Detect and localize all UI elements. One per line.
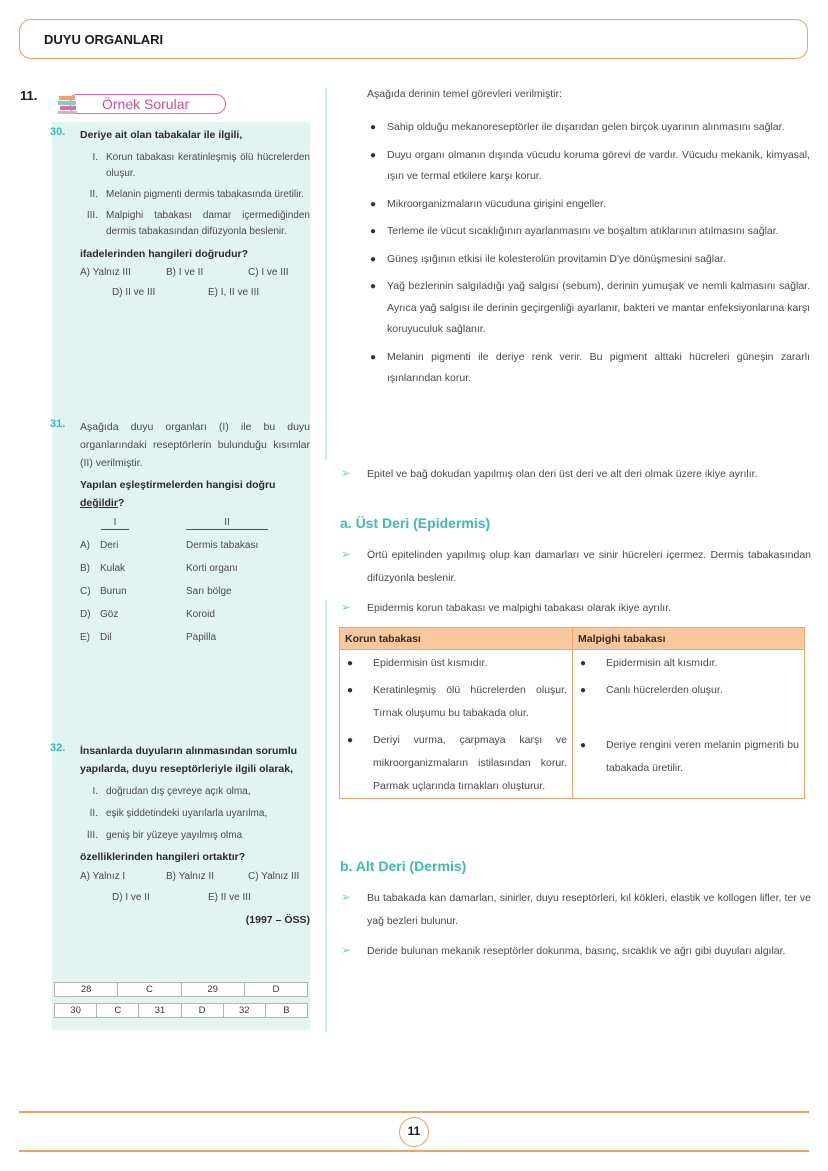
list-item: ● Epidermisin üst kısmıdır. bbox=[345, 652, 567, 675]
skin-functions-list bbox=[370, 117, 810, 396]
statement: III. Malpighi tabakası damar içermediğinden dermis tabakasından difüzyonla beslenir. bbox=[86, 210, 310, 237]
option-d[interactable]: D) I ve II bbox=[112, 892, 150, 903]
answer-cell: 32 bbox=[224, 1004, 266, 1017]
bullet-icon: ● bbox=[580, 658, 587, 669]
korun-cell bbox=[340, 650, 573, 799]
section-number: 11. bbox=[20, 88, 38, 103]
example-questions-panel bbox=[52, 122, 310, 1030]
match-option-e[interactable]: E) Dil Papilla bbox=[80, 632, 217, 643]
answer-key-row bbox=[54, 1003, 308, 1018]
option-d[interactable]: D) II ve III bbox=[112, 287, 156, 298]
footer-rule-top bbox=[19, 1111, 809, 1113]
option-b[interactable]: B) I ve II bbox=[166, 267, 204, 278]
question-stem: Aşağıda duyu organları (I) ile bu duyu organlarındaki reseptörlerin bulunduğu kısımlar (II) verilmiştir. bbox=[80, 421, 310, 469]
column-divider bbox=[325, 600, 327, 1032]
question-32 bbox=[52, 742, 310, 926]
arrow-icon: ➢ bbox=[341, 547, 352, 561]
option-c[interactable]: C) Yalnız III bbox=[248, 871, 300, 882]
section-heading-epidermis: a. Üst Deri (Epidermis) bbox=[340, 515, 491, 531]
column-divider bbox=[325, 88, 327, 460]
answer-cell: C bbox=[118, 983, 181, 996]
intro-text: Aşağıda derinin temel görevleri verilmiştir: bbox=[367, 88, 562, 100]
match-option-d[interactable]: D) Göz Koroid bbox=[80, 609, 215, 620]
match-option-b[interactable]: B) Kulak Korti organı bbox=[80, 563, 238, 574]
options-row bbox=[80, 263, 310, 283]
bullet-icon: ● bbox=[347, 735, 354, 746]
answer-key bbox=[54, 982, 308, 1024]
answer-cell: C bbox=[97, 1004, 139, 1017]
column-i-header: I bbox=[101, 516, 129, 530]
statement: I. doğrudan dış çevreye açık olma, bbox=[92, 786, 251, 797]
answer-cell: 28 bbox=[55, 983, 118, 996]
statement: II. eşik şiddetindeki uyarılarla uyarılma, bbox=[89, 808, 268, 819]
note-item: ➢ Epidermis korun tabakası ve malpighi tabakası olarak ikiye ayrılır. bbox=[341, 597, 811, 620]
question-30 bbox=[52, 126, 310, 303]
bullet-icon: ● bbox=[370, 149, 377, 161]
bullet-icon: ● bbox=[347, 658, 354, 669]
question-stem: İnsanlarda duyuların alınmasından sorumlu yapılarda, duyu reseptörleriyle ilgili olarak, bbox=[80, 745, 298, 775]
option-c[interactable]: C) I ve III bbox=[248, 267, 289, 278]
list-item: ● Epidermisin alt kısmıdır. bbox=[578, 652, 799, 675]
epidermis-layers-table bbox=[339, 627, 805, 799]
chapter-title: DUYU ORGANLARI bbox=[44, 32, 164, 47]
options-row bbox=[80, 866, 310, 888]
statement: II. Melanin pigmenti dermis tabakasında üretilir. bbox=[89, 189, 304, 200]
malpighi-cell bbox=[573, 650, 805, 799]
bullet-icon: ● bbox=[580, 740, 587, 751]
list-item: ● Keratinleşmiş ölü hücrelerden oluşur. Tırnak oluşumu bu tabakada olur. bbox=[345, 679, 567, 725]
statement: III. geniş bir yüzeye yayılmış olma bbox=[86, 830, 243, 841]
note-item: ➢ Epitel ve bağ dokudan yapılmış olan deri üst deri ve alt deri olmak üzere ikiye ayrılır. bbox=[341, 463, 811, 486]
question-stem: Deriye ait olan tabakalar ile ilgili, bbox=[80, 129, 243, 141]
answer-cell: 29 bbox=[182, 983, 245, 996]
books-icon bbox=[56, 93, 82, 115]
section-heading-dermis: b. Alt Deri (Dermis) bbox=[340, 858, 467, 874]
match-option-c[interactable]: C) Burun Sarı bölge bbox=[80, 586, 232, 597]
answer-cell: D bbox=[182, 1004, 224, 1017]
list-item: ● Deriyi vurma, çarpmaya karşı ve mikroorganizmaların istilasından korur. Parmak uçlarında tırnakları oluşturur. bbox=[345, 729, 567, 798]
ornek-sorular-badge bbox=[56, 93, 226, 115]
list-item: ● Canlı hücrelerden oluşur. bbox=[578, 679, 799, 702]
footer-rule-bottom bbox=[19, 1150, 809, 1152]
option-a[interactable]: A) Yalnız III bbox=[80, 267, 131, 278]
note-item: ➢ Bu tabakada kan damarları, sinirler, duyu reseptörleri, kıl kökleri, elastik ve kollogen lifler, ter ve yağ bezleri bulunur. bbox=[341, 887, 811, 933]
statement: I. Korun tabakası keratinleşmiş ölü hücrelerden oluşur. bbox=[92, 152, 310, 179]
list-item: ● Mikroorganizmaların vücuduna girişini engeller. bbox=[370, 194, 810, 216]
answer-cell: D bbox=[272, 984, 280, 995]
answer-cell: 30 bbox=[55, 1004, 97, 1017]
badge-label: Örnek Sorular bbox=[102, 96, 190, 112]
option-e[interactable]: E) II ve III bbox=[208, 892, 251, 903]
options-row bbox=[80, 888, 310, 908]
arrow-icon: ➢ bbox=[341, 943, 352, 957]
option-a[interactable]: A) Yalnız I bbox=[80, 871, 126, 882]
arrow-icon: ➢ bbox=[341, 890, 352, 904]
question-number: 30. bbox=[50, 126, 66, 138]
bullet-icon: ● bbox=[370, 198, 377, 210]
arrow-icon: ➢ bbox=[341, 466, 352, 480]
match-column-headers bbox=[80, 512, 310, 534]
underlined-negation: değildir bbox=[80, 497, 118, 509]
question-source: (1997 – ÖSS) bbox=[245, 914, 310, 926]
bullet-icon: ● bbox=[580, 685, 587, 696]
arrow-icon: ➢ bbox=[341, 600, 352, 614]
list-item: ● Güneş ışığının etkisi ile kolesterolün provitamin D'ye dönüşmesini sağlar. bbox=[370, 249, 810, 271]
bullet-icon: ● bbox=[370, 351, 377, 363]
bullet-icon: ● bbox=[370, 226, 377, 237]
question-prompt: Yapılan eşleştirmelerden hangisi doğru değildir? bbox=[80, 479, 276, 509]
answer-key-row bbox=[54, 982, 308, 997]
list-item: ● Duyu organı olmanın dışında vücudu koruma görevi de vardır. Vücudu mekanik, kimyasal, ışın ve termal etkilere karşı korur. bbox=[370, 145, 810, 188]
option-b[interactable]: B) Yalnız II bbox=[166, 871, 214, 882]
question-prompt: özelliklerinden hangileri ortaktır? bbox=[80, 851, 246, 863]
bullet-icon: ● bbox=[370, 122, 377, 133]
option-e[interactable]: E) I, II ve III bbox=[208, 287, 260, 298]
options-row bbox=[80, 283, 310, 303]
page-number: 11 bbox=[399, 1117, 429, 1147]
list-item: ● Terleme ile vücut sıcaklığının ayarlanmasını ve boşaltım atıklarının atılmasını sağlar. bbox=[370, 221, 810, 243]
question-number: 31. bbox=[50, 418, 66, 430]
list-item: ● Sahip olduğu mekanoreseptörler ile dışarıdan gelen birçok uyarının alınmasını sağlar. bbox=[370, 117, 810, 139]
bullet-icon: ● bbox=[370, 281, 377, 292]
question-31 bbox=[52, 418, 310, 649]
match-option-a[interactable]: A) Deri Dermis tabakası bbox=[80, 540, 259, 551]
answer-cell: B bbox=[283, 1005, 290, 1016]
bullet-icon: ● bbox=[370, 253, 377, 265]
answer-cell: 31 bbox=[139, 1004, 181, 1017]
bullet-icon: ● bbox=[347, 685, 354, 696]
question-number: 32. bbox=[50, 742, 66, 754]
note-item: ➢ Deride bulunan mekanik reseptörler dokunma, basınç, sıcaklık ve ağrı gibi duyuları algılar. bbox=[341, 940, 811, 963]
table-header-korun: Korun tabakası bbox=[340, 628, 573, 650]
list-item: ● Melanin pigmenti ile deriye renk verir. Bu pigment alttaki hücreleri güneşin zararlı ışınlarından korur. bbox=[370, 347, 810, 390]
table-header-malpighi: Malpighi tabakası bbox=[573, 628, 805, 650]
list-item: ● Deriye rengini veren melanin pigmenti bu tabakada üretilir. bbox=[578, 734, 799, 780]
question-prompt: ifadelerinden hangileri doğrudur? bbox=[80, 248, 249, 260]
list-item: ● Yağ bezlerinin salgıladığı yağ salgısı (sebum), derinin yumuşak ve nemli kalmasını sağlar. Ayrıca yağ salgısı ile derinin geçirgenliği ayarlanır, bakteri ve mantar enfeksiyonlarına karşı koruyuculuk sağlanır. bbox=[370, 276, 810, 341]
note-item: ➢ Örtü epitelinden yapılmış olup kan damarları ve sinir hücreleri içermez. Dermis tabakasından difüzyonla beslenir. bbox=[341, 544, 811, 590]
column-ii-header: II bbox=[186, 516, 268, 530]
chapter-header bbox=[19, 19, 808, 59]
